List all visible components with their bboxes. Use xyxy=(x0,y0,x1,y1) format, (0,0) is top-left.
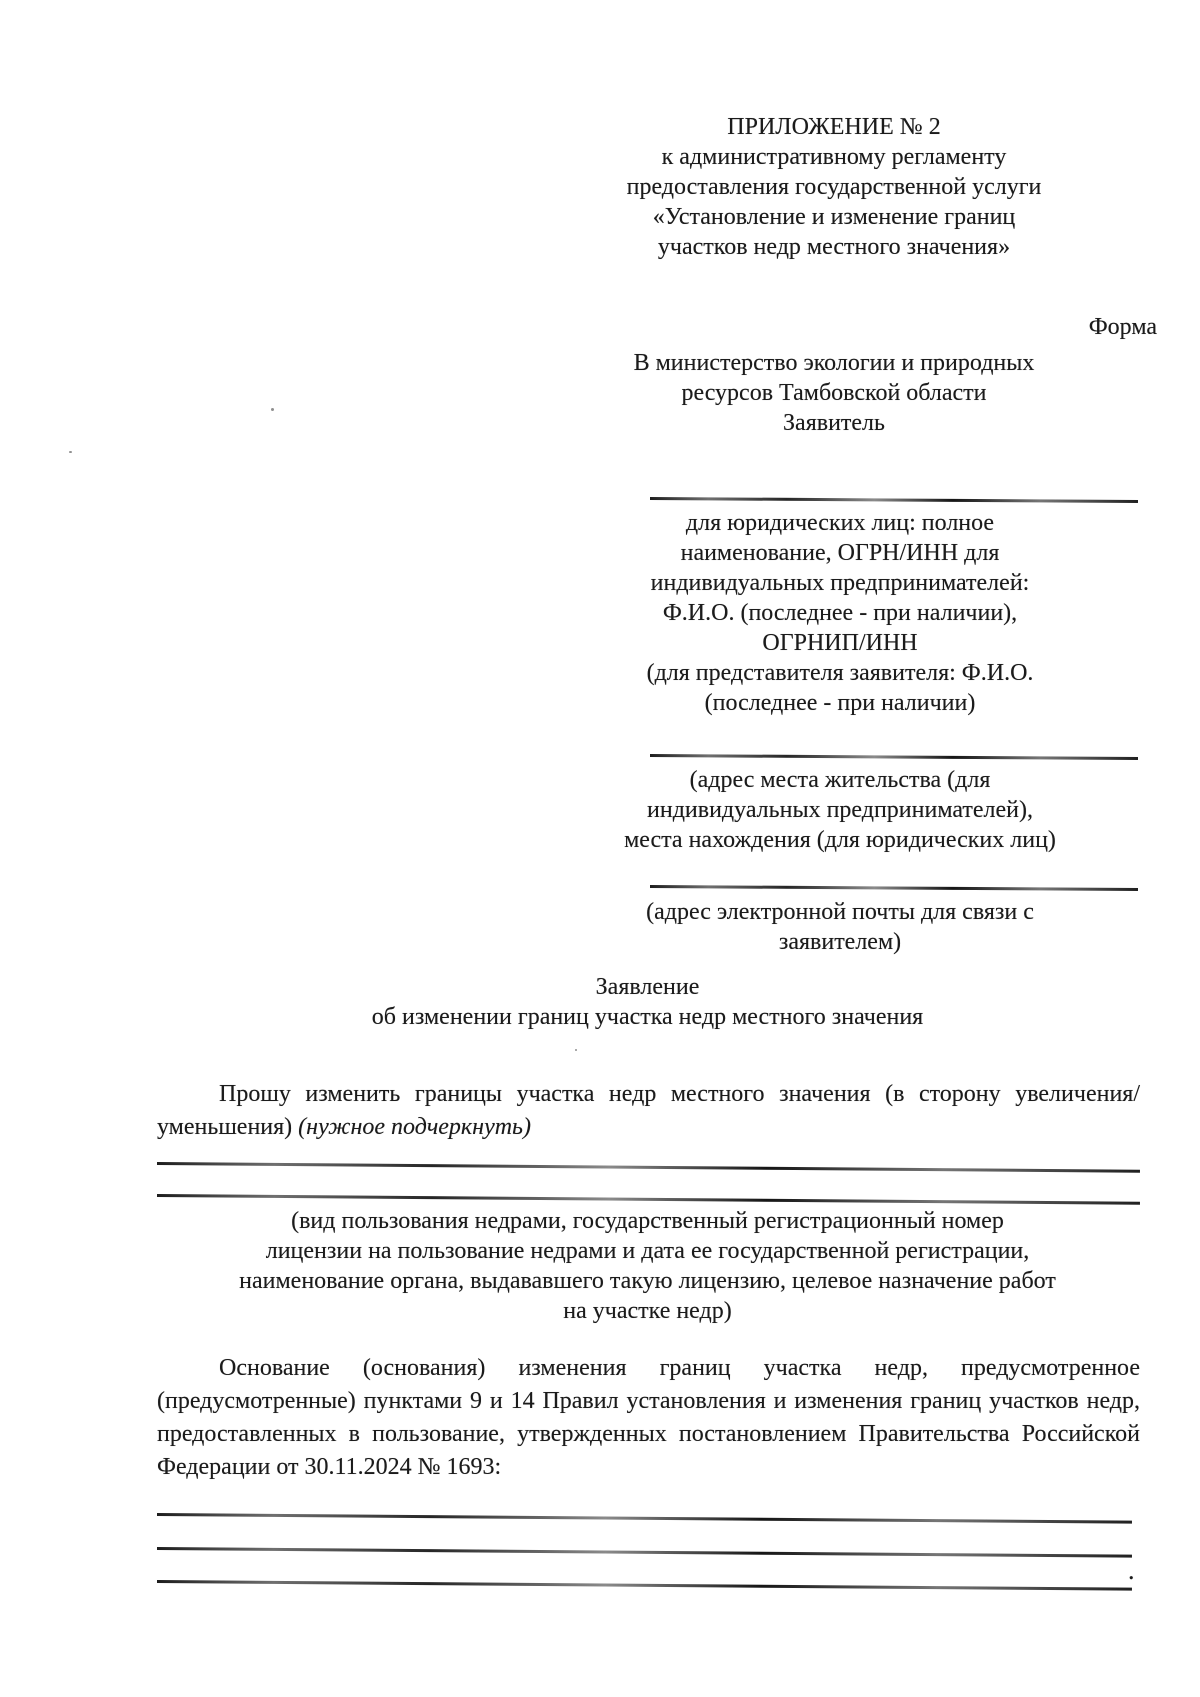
address-blank-line xyxy=(650,754,1138,760)
applicant-name-caption xyxy=(560,508,1120,718)
caption-line: для юридических лиц: полное xyxy=(685,510,995,536)
appendix-header-line: участков недр местного значения» xyxy=(657,234,1011,260)
caption-line: индивидуальных предпринимателей), xyxy=(647,797,1033,823)
scan-speckle xyxy=(271,408,274,411)
recipient-block xyxy=(560,348,1108,438)
address-caption xyxy=(560,765,1120,855)
caption-line: ОГРНИП/ИНН xyxy=(762,630,918,656)
license-blank-line xyxy=(157,1162,1140,1173)
basis-blank-line xyxy=(157,1580,1132,1591)
scan-speckle xyxy=(575,1049,577,1051)
recipient-line: В министерство экологии и природных xyxy=(633,350,1035,376)
caption-line: (для представителя заявителя: Ф.И.О. xyxy=(646,660,1034,686)
appendix-header-line: «Установление и изменение границ xyxy=(652,204,1016,230)
caption-line: заявителем) xyxy=(778,929,902,955)
caption-line: Ф.И.О. (последнее - при наличии), xyxy=(662,600,1018,626)
caption-line: лицензии на пользование недрами и дата ее государственной регистрации, xyxy=(265,1238,1030,1264)
caption-line: (адрес места жительства (для xyxy=(689,767,991,793)
email-blank-line xyxy=(650,885,1138,891)
email-caption xyxy=(560,897,1120,957)
request-paragraph xyxy=(157,1078,1140,1144)
caption-line: наименование органа, выдававшего такую лицензию, целевое назначение работ xyxy=(239,1268,1056,1294)
caption-line: (последнее - при наличии) xyxy=(704,690,976,716)
caption-line: места нахождения (для юридических лиц) xyxy=(624,827,1056,853)
caption-line: индивидуальных предпринимателей: xyxy=(650,570,1030,596)
caption-line: (вид пользования недрами, государственный регистрационный номер xyxy=(291,1208,1004,1234)
caption-line: наименование, ОГРН/ИНН для xyxy=(680,540,1000,566)
caption-line: (адрес электронной почты для связи с xyxy=(646,899,1034,925)
license-blank-line xyxy=(157,1194,1140,1205)
recipient-line: Заявитель xyxy=(783,410,885,436)
scan-speckle xyxy=(69,451,72,453)
basis-blank-line xyxy=(157,1547,1132,1558)
appendix-header-line: ПРИЛОЖЕНИЕ № 2 xyxy=(727,114,941,140)
appendix-header-line: предоставления государственной услуги xyxy=(626,174,1042,200)
appendix-header xyxy=(560,112,1108,262)
caption-line: на участке недр) xyxy=(563,1298,732,1324)
basis-blank-line xyxy=(157,1513,1132,1524)
basis-paragraph: Основание (основания) изменения границ участка недр, предусмотренное (предусмотренные) пунктами 9 и 14 Правил установления и изменения границ участков недр, предоставленных в пользование, утвержденных постановлением Правительства Российской Федерации от 30.11.2024 № 1693: xyxy=(157,1355,1140,1480)
form-label: Форма xyxy=(1088,314,1157,340)
request-paragraph-note: (нужное подчеркнуть) xyxy=(298,1114,531,1140)
document-title xyxy=(155,972,1140,1032)
trailing-period: . xyxy=(1128,1556,1135,1585)
document-title-line: Заявление xyxy=(595,974,700,1000)
recipient-line: ресурсов Тамбовской области xyxy=(681,380,987,406)
license-caption xyxy=(155,1206,1140,1326)
applicant-name-blank-line xyxy=(650,497,1138,503)
document-title-line: об изменении границ участка недр местного значения xyxy=(371,1004,924,1030)
appendix-header-line: к административному регламенту xyxy=(661,144,1007,170)
request-paragraph-text: Прошу изменить границы участка недр местного значения (в сторону увеличения/уменьшения) xyxy=(157,1081,1140,1140)
